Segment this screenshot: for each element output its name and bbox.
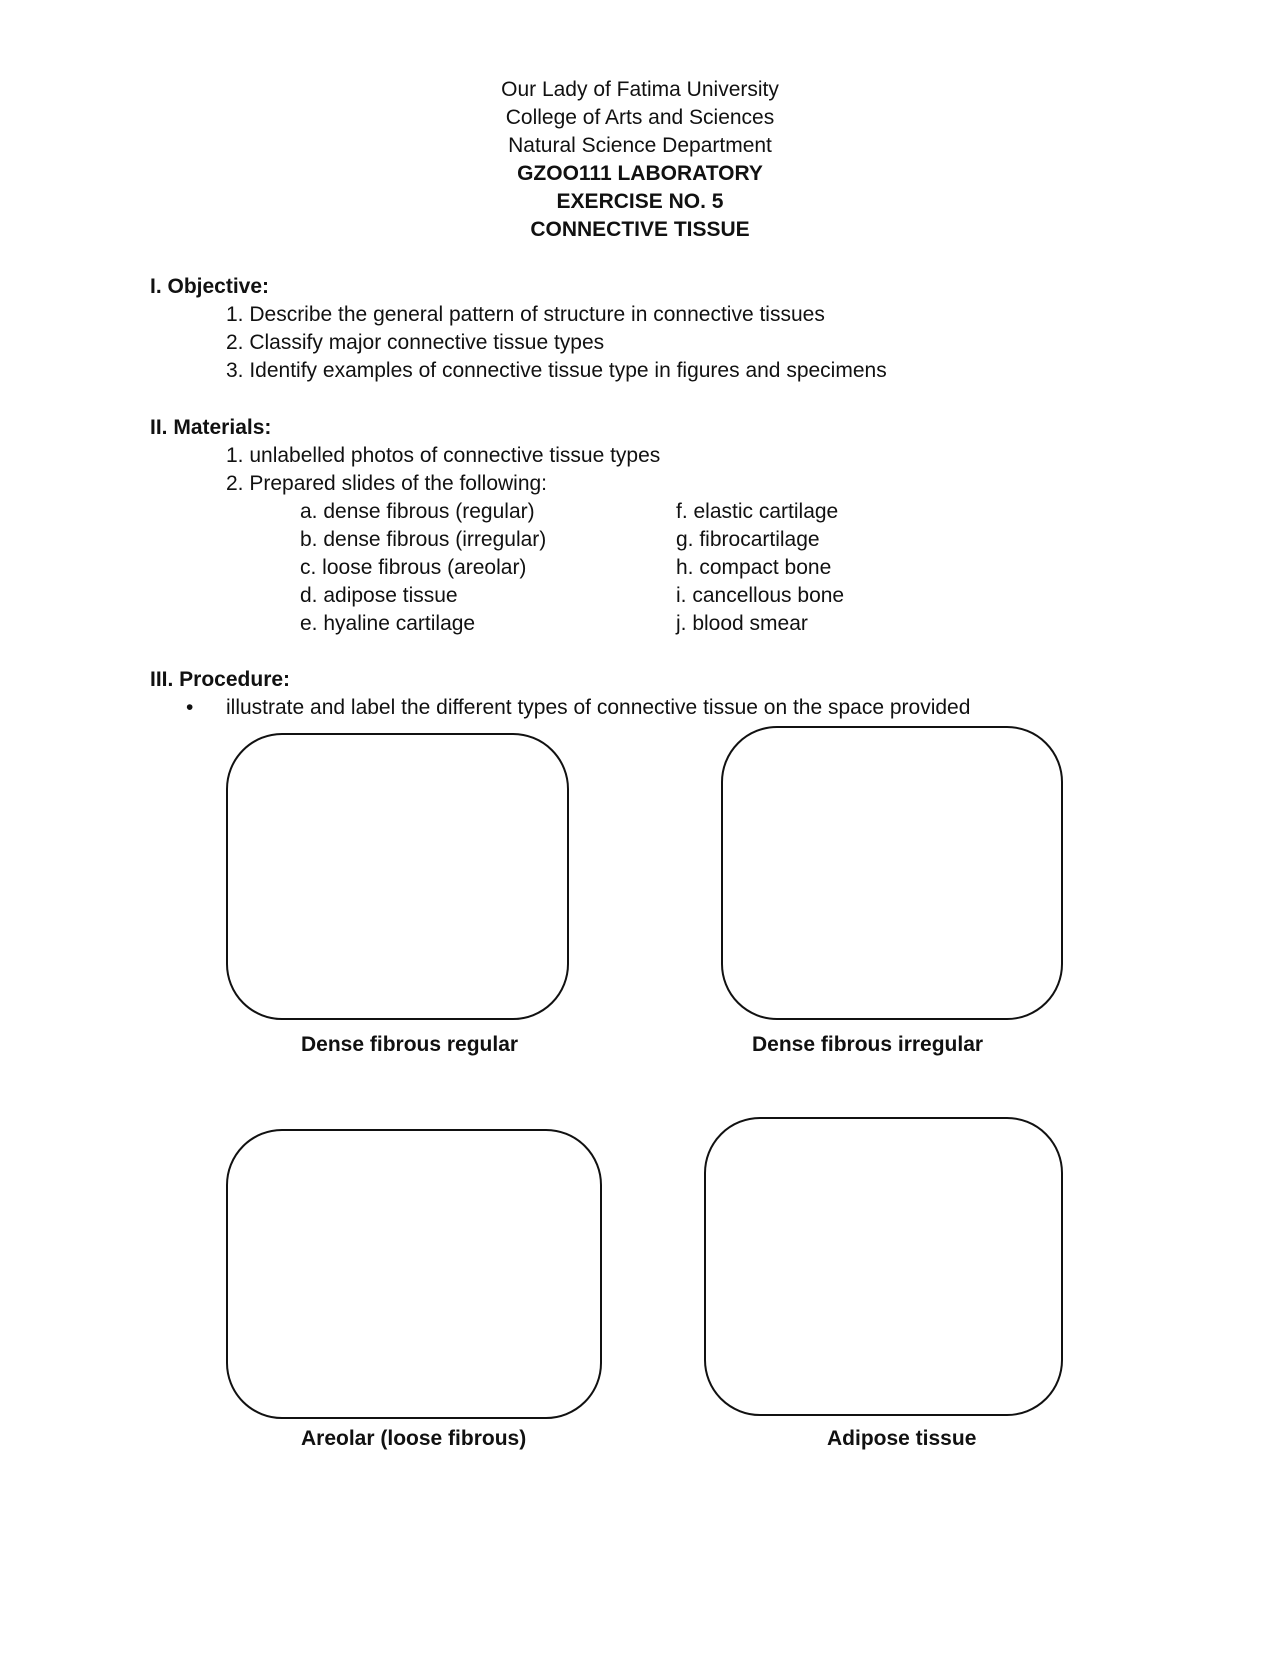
bullet-icon: • [186, 696, 194, 719]
drawing-label-adipose: Adipose tissue [827, 1427, 977, 1450]
procedure-heading: III. Procedure: [150, 668, 291, 691]
procedure-section [150, 666, 290, 694]
slide-item: g. fibrocartilage [676, 528, 820, 551]
procedure-instruction-text: illustrate and label the different types of connective tissue on the space provided [226, 696, 971, 719]
objective-item: 2. Classify major connective tissue types [226, 331, 605, 354]
materials-list [150, 442, 660, 498]
drawing-box-dense-fibrous-irregular[interactable] [721, 726, 1063, 1020]
slide-item: d. adipose tissue [300, 584, 458, 607]
slide-item: e. hyaline cartilage [300, 612, 476, 635]
document-header [0, 76, 1280, 244]
procedure-instruction [150, 694, 1150, 722]
slides-column-right [676, 498, 844, 638]
college-name: College of Arts and Sciences [505, 106, 775, 129]
objective-list [150, 301, 887, 385]
materials-heading: II. Materials: [150, 416, 272, 439]
department-name: Natural Science Department [508, 134, 772, 157]
objective-item: 1. Describe the general pattern of structure in connective tissues [226, 303, 825, 326]
slides-column-left [300, 498, 546, 638]
exercise-number: EXERCISE NO. 5 [556, 190, 724, 213]
slide-item: b. dense fibrous (irregular) [300, 528, 547, 551]
slide-item: c. loose fibrous (areolar) [300, 556, 527, 579]
slide-item: a. dense fibrous (regular) [300, 500, 535, 523]
course-title: GZOO111 LABORATORY [517, 162, 763, 185]
drawing-label-areolar: Areolar (loose fibrous) [301, 1427, 527, 1450]
drawing-box-areolar[interactable] [226, 1129, 602, 1419]
materials-section [150, 414, 660, 498]
materials-item: 2. Prepared slides of the following: [226, 472, 548, 495]
drawing-label-dense-fibrous-irregular: Dense fibrous irregular [752, 1033, 984, 1056]
exercise-topic: CONNECTIVE TISSUE [530, 218, 750, 241]
slide-item: h. compact bone [676, 556, 832, 579]
materials-item: 1. unlabelled photos of connective tissue types [226, 444, 661, 467]
slide-item: j. blood smear [676, 612, 808, 635]
slides-list [300, 498, 860, 638]
drawing-box-dense-fibrous-regular[interactable] [226, 733, 569, 1020]
objective-item: 3. Identify examples of connective tissue type in figures and specimens [226, 359, 887, 382]
drawing-label-dense-fibrous-regular: Dense fibrous regular [301, 1033, 519, 1056]
objective-section [150, 273, 887, 385]
slide-item: i. cancellous bone [676, 584, 845, 607]
slide-item: f. elastic cartilage [676, 500, 839, 523]
objective-heading: I. Objective: [150, 275, 270, 298]
university-name: Our Lady of Fatima University [501, 78, 779, 101]
drawing-box-adipose[interactable] [704, 1117, 1063, 1416]
